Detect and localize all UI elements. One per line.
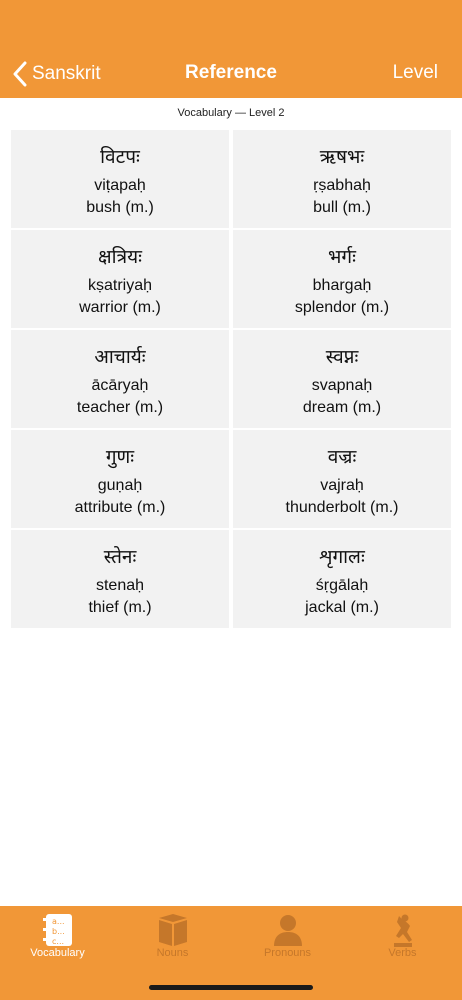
transliteration: stenaḥ — [95, 577, 145, 594]
vocab-card — [11, 230, 229, 328]
transliteration: viṭapaḥ — [94, 177, 146, 194]
meaning: bush (m.) — [86, 199, 154, 216]
vocab-card — [233, 530, 451, 628]
vocab-card — [11, 530, 229, 628]
devanagari-word: स्तेनः — [103, 546, 137, 568]
transliteration: vajraḥ — [320, 477, 364, 494]
tab-label: Verbs — [388, 947, 417, 959]
runner-statue-icon — [386, 912, 420, 948]
meaning: attribute (m.) — [74, 499, 166, 516]
person-icon — [271, 912, 305, 948]
svg-text:a...: a... — [51, 917, 65, 926]
devanagari-word: गुणः — [105, 446, 135, 468]
meaning: dream (m.) — [302, 399, 382, 416]
vocab-card — [11, 330, 229, 428]
meaning: bull (m.) — [313, 199, 371, 216]
devanagari-word: क्षत्रियः — [98, 246, 142, 268]
vocab-card — [11, 130, 229, 228]
svg-text:b...: b... — [51, 927, 65, 936]
vocabulary-grid — [11, 130, 451, 628]
transliteration: bhargaḥ — [312, 277, 372, 294]
navigation-bar — [0, 0, 462, 98]
tab-vocabulary[interactable] — [0, 906, 115, 976]
vocab-card — [233, 130, 451, 228]
meaning: splendor (m.) — [294, 299, 390, 316]
transliteration: kṣatriyaḥ — [87, 277, 153, 294]
page-title: Reference — [185, 62, 277, 83]
back-button-label: Sanskrit — [32, 63, 101, 84]
devanagari-word: भर्गः — [328, 246, 356, 268]
meaning: thunderbolt (m.) — [285, 499, 399, 516]
vocab-card — [11, 430, 229, 528]
tab-nouns[interactable] — [115, 906, 230, 976]
transliteration: guṇaḥ — [97, 477, 143, 494]
home-indicator[interactable] — [149, 985, 313, 990]
devanagari-word: स्वप्नः — [325, 346, 359, 368]
transliteration: ṛṣabhaḥ — [313, 177, 371, 194]
tab-pronouns[interactable] — [230, 906, 345, 976]
devanagari-word: विटपः — [100, 146, 140, 168]
devanagari-word: शृगालः — [319, 546, 365, 568]
devanagari-word: वज्रः — [327, 446, 357, 468]
meaning: teacher (m.) — [76, 399, 164, 416]
vocab-card — [233, 430, 451, 528]
meaning: warrior (m.) — [79, 299, 161, 316]
vocab-card — [233, 330, 451, 428]
section-subtitle: Vocabulary — Level 2 — [177, 107, 285, 119]
devanagari-word: ऋषभः — [319, 146, 365, 168]
meaning: thief (m.) — [88, 599, 152, 616]
tab-label: Nouns — [156, 947, 189, 959]
devanagari-word: आचार्यः — [94, 346, 146, 368]
vocabulary-icon — [41, 912, 75, 948]
level-button[interactable]: Level — [392, 62, 438, 83]
tab-label: Vocabulary — [30, 947, 85, 959]
transliteration: śṛgālaḥ — [315, 577, 369, 594]
meaning: jackal (m.) — [305, 599, 379, 616]
svg-text:c...: c... — [51, 937, 64, 946]
tab-verbs[interactable] — [345, 906, 460, 976]
transliteration: svapnaḥ — [311, 377, 373, 394]
vocab-card — [233, 230, 451, 328]
book-icon — [156, 912, 190, 948]
tab-label: Pronouns — [263, 947, 312, 959]
transliteration: ācāryaḥ — [91, 377, 149, 394]
